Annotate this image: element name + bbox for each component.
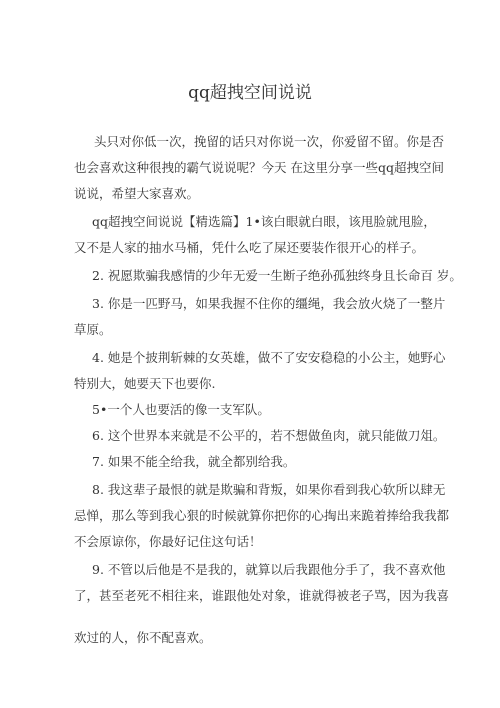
- body-line: 特别大，她要天下也要你.: [74, 376, 216, 391]
- document-title: qq超拽空间说说: [188, 83, 312, 103]
- body-line: 也会喜欢这种很拽的霸气说说呢？今天 在这里分享一些qq超拽空间: [74, 160, 444, 175]
- body-line: 3. 你是一匹野马，如果我握不住你的缰绳，我会放火烧了一整片: [92, 296, 446, 311]
- body-line: 不会原谅你，你最好记住这句话！: [74, 534, 262, 549]
- body-line: 了，甚至老死不相往来，谁跟他处对象，谁就得被老子骂，因为我喜: [74, 588, 450, 603]
- body-line: 5•一个人也要活的像一支军队。: [92, 402, 270, 417]
- body-line: 头只对你低一次，挽留的话只对你说一次，你爱留不留。你是否: [94, 134, 445, 149]
- body-line: 又不是人家的抽水马桶，凭什么吃了屎还要装作很开心的样子。: [74, 240, 425, 255]
- body-line: 7. 如果不能全给我，就全都别给我。: [92, 454, 296, 469]
- body-line: 8. 我这辈子最恨的就是欺骗和背叛，如果你看到我心软所以肆无: [92, 482, 446, 497]
- body-line: 欢过的人，你不配喜欢。: [74, 630, 212, 645]
- body-line: 说说，希望大家喜欢。: [74, 186, 200, 201]
- body-line: qq超拽空间说说【精选篇】1•该白眼就白眼，该甩脸就甩脸，: [92, 214, 436, 229]
- body-line: 4. 她是个披荆斩棘的女英雄，做不了安安稳稳的小公主，她野心: [92, 350, 446, 365]
- body-line: 草原。: [74, 322, 112, 337]
- body-line: 2. 祝愿欺骗我感情的少年无爱一生断子绝孙孤独终身且长命百 岁。: [92, 268, 462, 283]
- body-line: 忌惮，那么等到我心狠的时候就算你把你的心掏出来跪着捧给我我都: [74, 508, 450, 523]
- body-line: 9. 不管以后他是不是我的，就算以后我跟他分手了，我不喜欢他: [92, 562, 446, 577]
- body-line: 6. 这个世界本来就是不公平的，若不想做鱼肉，就只能做刀俎。: [92, 428, 446, 443]
